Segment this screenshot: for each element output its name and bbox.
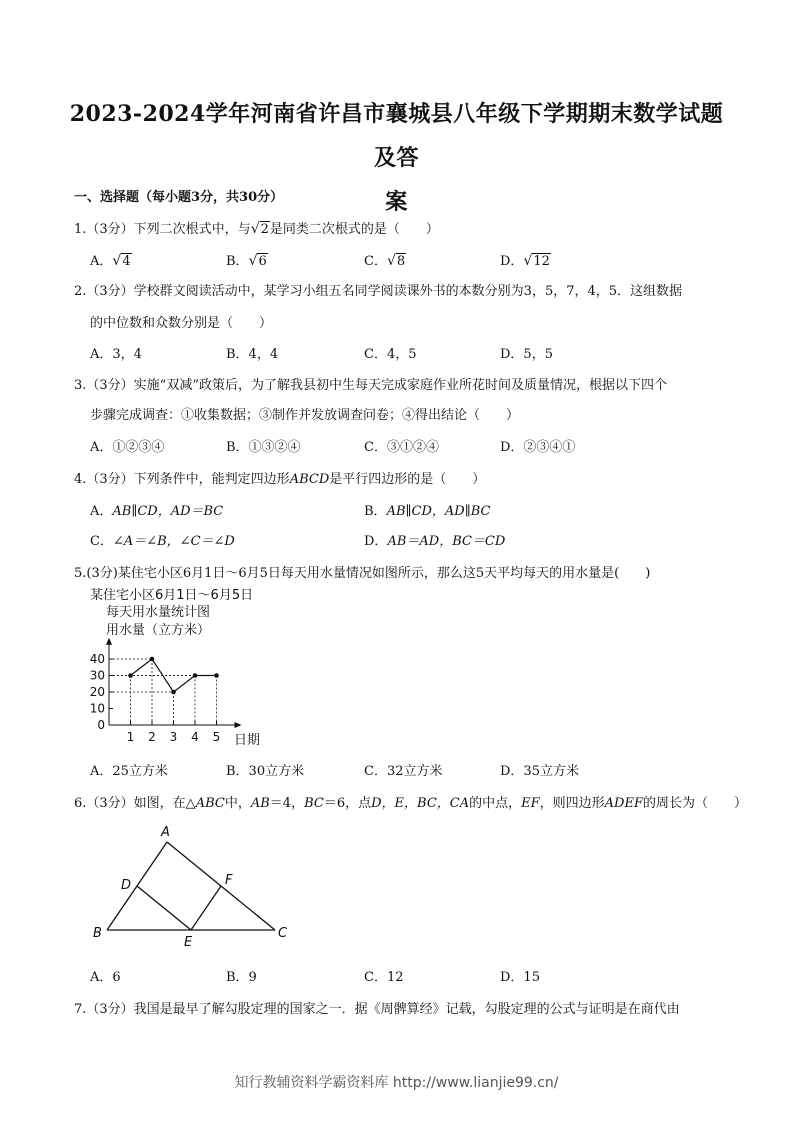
chart-axes: [106, 638, 242, 728]
question-7-line-1: 7.（3分）我国是最早了解勾股定理的国家之一．据《周髀算经》记载，勾股定理的公式与证明是在商代由: [74, 1002, 680, 1017]
q6-stem-a: 6.（3分）如图，在△: [74, 796, 196, 811]
q2-option-b: B．4，4: [226, 347, 279, 362]
q4-option-d-text: AB＝AD，BC＝CD: [387, 534, 506, 549]
triangle-figure: [88, 822, 298, 952]
x-tick-label: 4: [191, 730, 199, 744]
x-tick-label: 3: [169, 730, 178, 744]
q3-option-c: C．③①②④: [364, 440, 439, 455]
q5-option-a: A．25立方米: [90, 764, 168, 779]
side-ab: [107, 842, 167, 930]
chart-guides: [109, 659, 217, 725]
section-heading: 一、选择题（每小题3分，共30分）: [74, 190, 284, 205]
question-1-stem: [74, 218, 439, 237]
q3-option-d: D．②③④①: [500, 440, 576, 455]
q2-option-a: A．3，4: [90, 347, 142, 362]
question-3-line-1: 3.（3分）实施“双减”政策后，为了解我县初中生每天完成家庭作业所花时间及质量情况，根据以下四个: [74, 378, 667, 393]
q6-stem-j: EF: [521, 796, 540, 811]
vertex-label-c: C: [278, 926, 288, 941]
data-point: [128, 673, 133, 678]
page-footer: 知行教辅资料学霸资料库 http://www.lianjie99.cn/: [234, 1075, 559, 1091]
title-line-1: 2023-2024学年河南省许昌市襄城县八年级下学期期末数学试题及答: [69, 101, 724, 171]
data-point: [150, 657, 155, 662]
q6-stem-m: 的周长为（ ）: [642, 796, 747, 811]
q1-stem-radicand: 2: [260, 222, 269, 237]
chart-x-axis-label: 日期: [234, 733, 261, 748]
x-tick-label: 5: [212, 730, 221, 744]
q1-option-d-radicand: 12: [533, 254, 550, 269]
q6-stem-g: ＝6，点: [323, 796, 372, 811]
question-5-stem: 5.(3分)某住宅小区6月1日～6月5日每天用水量情况如图所示，那么这5天平均每天的用水量是( ): [74, 566, 651, 581]
q6-option-a: A．6: [90, 970, 121, 985]
segment-de: [137, 886, 191, 930]
q2-option-c: C．4，5: [364, 347, 417, 362]
q6-stem-i: 的中点，: [469, 796, 522, 811]
vertex-label-d: D: [121, 878, 132, 893]
question-6-stem: [74, 792, 747, 811]
data-point: [171, 690, 176, 695]
vertex-label-e: E: [184, 935, 193, 950]
chart-y-axis-label: 用水量（立方米）: [106, 623, 211, 638]
vertex-label-f: F: [225, 873, 233, 888]
q6-stem-e: ＝4，: [269, 796, 305, 811]
q6-stem-c: 中，: [224, 796, 251, 811]
q1-option-a: A．√4: [90, 253, 131, 269]
q4-option-b-label: B．: [364, 504, 387, 519]
x-axis-arrow: [235, 722, 242, 728]
q6-option-b: B．9: [226, 970, 257, 985]
data-point: [214, 673, 219, 678]
q4-option-b: [364, 500, 490, 519]
q6-stem-h: D，E，BC，CA: [371, 796, 470, 811]
title-line-2: 案: [385, 189, 408, 215]
q5-option-c: C．32立方米: [364, 764, 443, 779]
sqrt-2: √2: [250, 221, 269, 237]
question-4-stem: [74, 468, 485, 487]
q1-option-a-label: A．: [90, 254, 113, 269]
q3-option-b: B．①③②④: [226, 440, 301, 455]
q4-option-d: [364, 530, 505, 549]
data-point: [193, 673, 198, 678]
chart-title: 某住宅小区6月1日～6月5日: [90, 588, 254, 603]
question-2-line-2: 的中位数和众数分别是（ ）: [90, 316, 273, 331]
question-3-line-2: 步骤完成调查：①收集数据；③制作并发放调查问卷；④得出结论（ ）: [90, 408, 520, 423]
segment-ef: [191, 886, 221, 930]
q3-option-a: A．①②③④: [90, 440, 165, 455]
q6-stem-k: ，则四边形: [539, 796, 605, 811]
q6-stem-d: AB: [250, 796, 270, 811]
q2-option-d: D．5，5: [500, 347, 553, 362]
q1-stem-b: 是同类二次根式的是（ ）: [269, 222, 439, 237]
y-axis-arrow: [106, 638, 112, 645]
vertex-label-a: A: [161, 825, 170, 840]
q5-option-b: B．30立方米: [226, 764, 305, 779]
q4-stem-italic: ABCD: [289, 472, 330, 487]
water-usage-chart: [84, 584, 284, 750]
q1-option-c: C．√8: [364, 253, 406, 269]
q4-option-a: [90, 500, 223, 519]
q4-option-a-label: A．: [90, 504, 113, 519]
q1-option-b: B．√6: [226, 253, 267, 269]
q4-option-a-text: AB∥CD，AD＝BC: [112, 504, 224, 519]
q1-option-c-label: C．: [364, 254, 387, 269]
q4-option-d-label: D．: [364, 534, 388, 549]
q6-stem-f: BC: [304, 796, 324, 811]
y-tick-label: 40: [89, 652, 105, 666]
q4-option-b-text: AB∥CD，AD∥BC: [386, 504, 491, 519]
y-tick-label: 20: [89, 685, 105, 699]
q5-option-d: D．35立方米: [500, 764, 579, 779]
q6-stem-b: ABC: [195, 796, 225, 811]
q1-option-b-label: B．: [226, 254, 249, 269]
y-tick-label: 30: [89, 668, 105, 683]
q6-option-d: D．15: [500, 970, 540, 985]
q1-option-b-radicand: 6: [258, 254, 267, 269]
q6-stem-l: ADEF: [604, 796, 643, 811]
question-2-line-1: 2.（3分）学校群文阅读活动中，某学习小组五名同学阅读课外书的本数分别为3，5，7，4，5．这组数据: [74, 284, 683, 299]
y-tick-label: 10: [89, 701, 105, 716]
q4-stem-b: 是平行四边形的是（ ）: [329, 472, 486, 487]
q4-option-c-text: ∠A＝∠B，∠C＝∠D: [112, 534, 235, 549]
x-tick-label: 1: [126, 730, 135, 744]
y-tick-label: 0: [97, 718, 105, 732]
q1-stem-a: 1.（3分）下列二次根式中，与: [74, 222, 251, 237]
q4-stem-a: 4.（3分）下列条件中，能判定四边形: [74, 472, 290, 487]
x-tick-label: 2: [148, 730, 156, 744]
q1-option-a-radicand: 4: [122, 254, 131, 269]
chart-subtitle: 每天用水量统计图: [106, 605, 211, 620]
q1-option-d-label: D．: [500, 254, 524, 269]
q4-option-c: [90, 530, 235, 549]
q1-option-c-radicand: 8: [396, 254, 406, 269]
vertex-label-b: B: [93, 926, 102, 941]
q1-option-d: D．√12: [500, 253, 550, 269]
q6-option-c: C．12: [364, 970, 404, 985]
q4-option-c-label: C．: [90, 534, 113, 549]
